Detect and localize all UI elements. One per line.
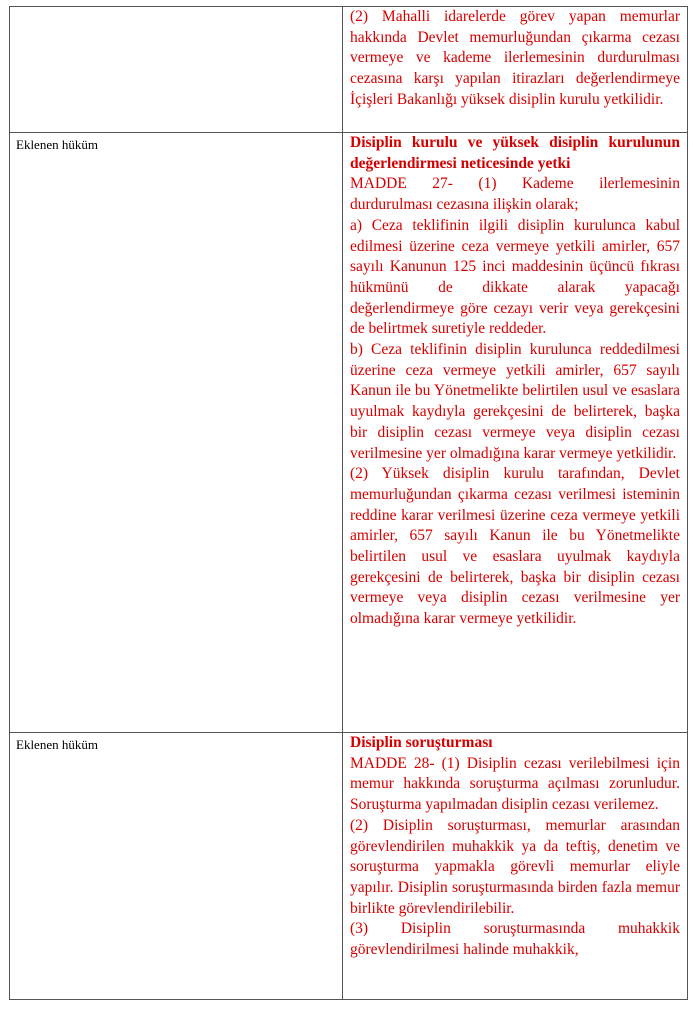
- paragraph: (2) Mahalli idarelerde görev yapan memurlar hakkında Devlet memurluğundan çıkarma cezası vermeye ve kademe ilerlemesinin durdurulması cezasına karşı yapılan itirazları değerlendirmeye İçişleri Bakanlığı yüksek disiplin kurulu yetkilidir.: [350, 8, 680, 108]
- table-row: [10, 733, 688, 1000]
- paragraph: (2) Disiplin soruşturması, memurlar arasından görevlendirilen muhakkik ya da teftiş, denetim ve soruşturma yapmakla görevli memurlar eliyle yapılır. Disiplin soruşturmasında birden fazla memur birlikte görevlendirilebilir.: [350, 816, 680, 917]
- paragraph: MADDE 27- (1) Kademe ilerlemesinin durdurulması cezasına ilişkin olarak;: [350, 175, 680, 214]
- article-heading: Disiplin soruşturması: [350, 734, 493, 751]
- paragraph: (3) Disiplin soruşturmasında muhakkik görevlendirilmesi halinde muhakkik,: [350, 920, 680, 959]
- article-heading: Disiplin kurulu ve yüksek disiplin kurulunun değerlendirmesi neticesinde yetki: [350, 134, 680, 172]
- row-label-cell: [10, 733, 343, 1000]
- row-text-cell: [343, 7, 688, 133]
- cell-content: [350, 733, 680, 999]
- paragraph: a) Ceza teklifinin ilgili disiplin kurulunca kabul edilmesi üzerine ceza vermeye yetkili amirler, 657 sayılı Kanunun 125 inci maddesinin üçüncü fıkrası hükmünü de dikkate alarak yapacağı değerlendirmeye göre cezayı verir veya gerekçesini de belirtmek suretiyle reddeder.: [350, 216, 680, 338]
- comparison-table: [9, 6, 688, 1000]
- row-text-cell: [343, 733, 688, 1000]
- paragraph: b) Ceza teklifinin disiplin kurulunca reddedilmesi üzerine ceza vermeye yetkili amirler, 657 sayılı Kanun ile bu Yönetmelikte belirtilen usul ve esaslara uyulmak kaydıyla gerekçesini de belirterek, başka bir disiplin cezası vermeye veya disiplin cezası verilmesine yer olmadığına karar vermeye yetkilidir.: [350, 341, 680, 462]
- row-label: Eklenen hüküm: [16, 137, 98, 152]
- row-label-cell: [10, 7, 343, 133]
- row-label: Eklenen hüküm: [16, 737, 98, 752]
- paragraph: (2) Yüksek disiplin kurulu tarafından, Devlet memurluğundan çıkarma cezası verilmesi isteminin reddine karar verilmesi üzerine ceza vermeye yetkili amirler, 657 sayılı Kanun ile bu Yönetmelikte belirtilen usul ve esaslara uyulmak kaydıyla gerekçesini de belirterek, başka bir disiplin cezası vermeye veya disiplin cezası verilmesine yer olmadığına karar vermeye yetkilidir.: [350, 465, 680, 628]
- paragraph: MADDE 28- (1) Disiplin cezası verilebilmesi için memur hakkında soruşturma açılması zorunludur. Soruşturma yapılmadan disiplin cezası verilemez.: [350, 754, 680, 814]
- row-label-cell: [10, 133, 343, 733]
- row-text-cell: [343, 133, 688, 733]
- table-row: [10, 133, 688, 733]
- table-row: [10, 7, 688, 133]
